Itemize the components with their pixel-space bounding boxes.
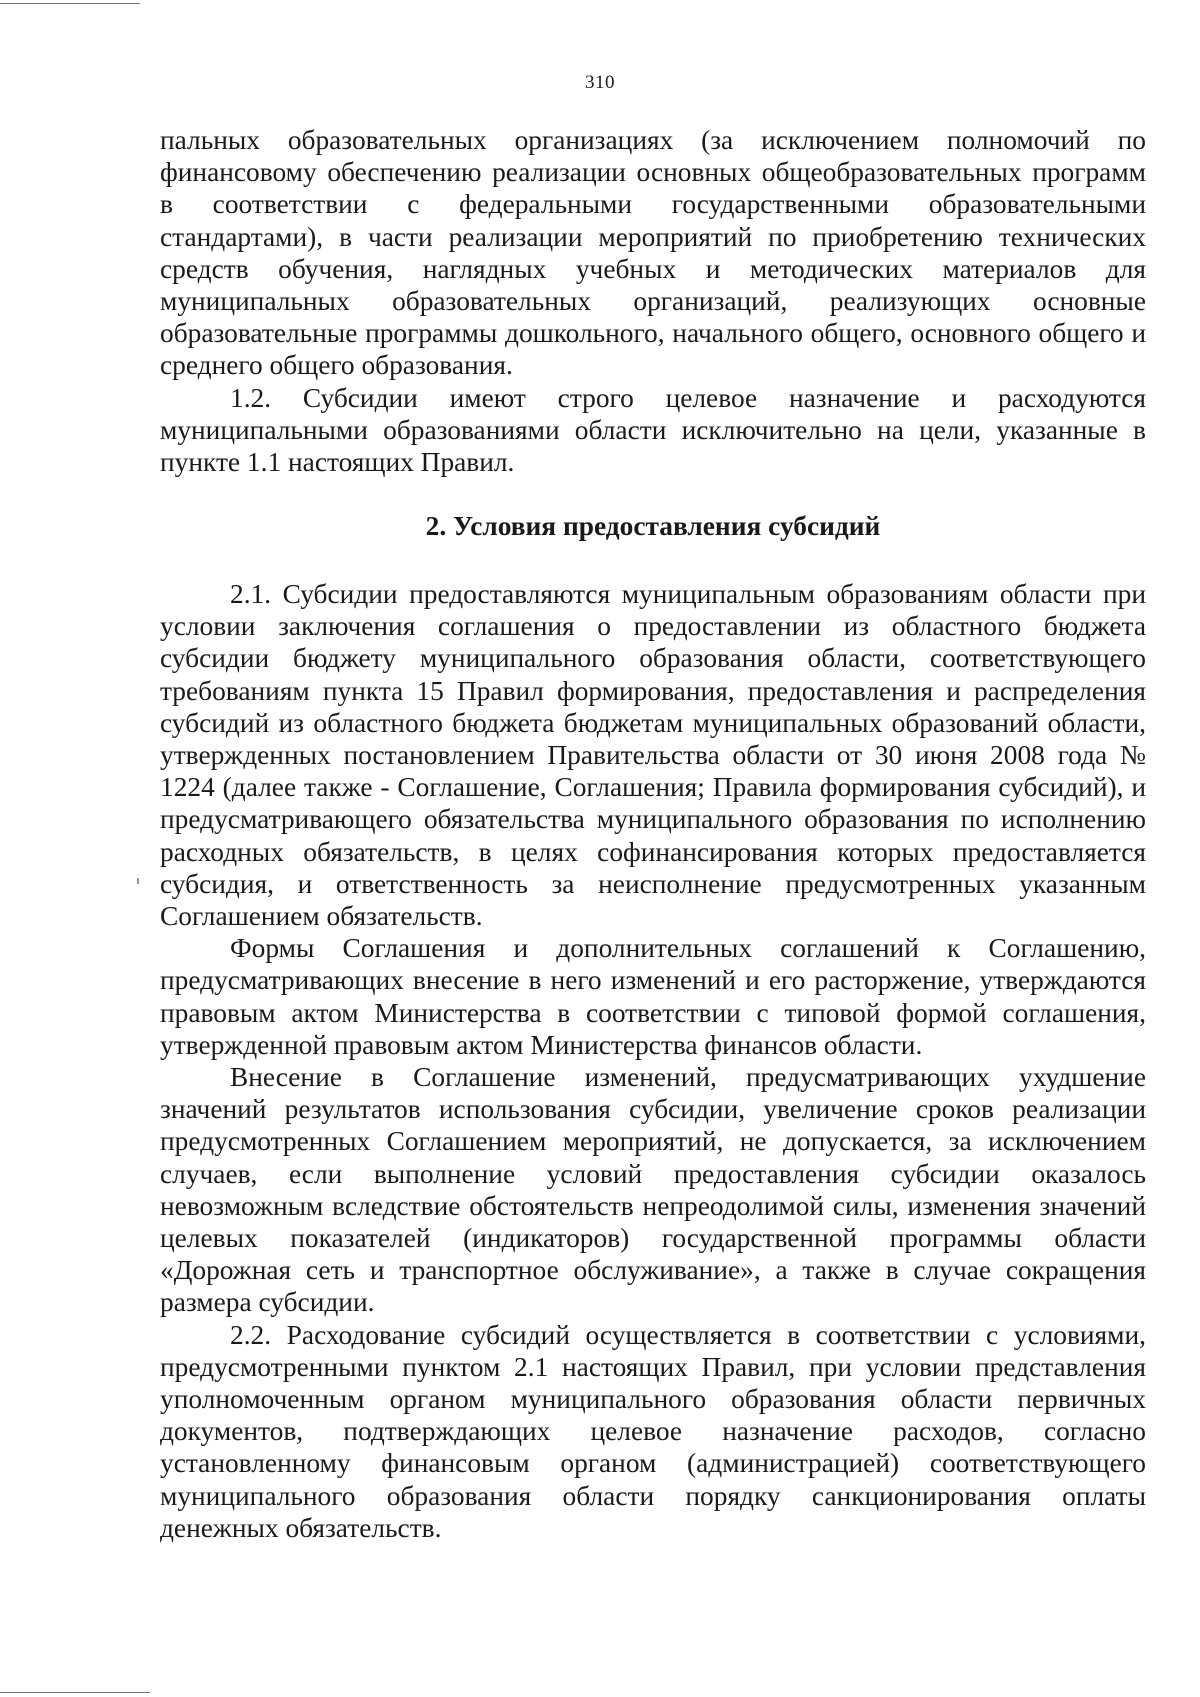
text-block-section-2	[160, 578, 1146, 1544]
paragraph-1-2: 1.2. Субсидии имеют строго целевое назначение и расходуются муниципальными образованиями области исключительно на цели, указанные в пункте 1.1 настоящих Правил.	[160, 382, 1146, 478]
page-number: 310	[585, 72, 615, 93]
paragraph-2-2: 2.2. Расходование субсидий осуществляется в соответствии с условиями, предусмотренными пунктом 2.1 настоящих Правил, при условии представления уполномоченным органом муниципального образования области первичных документов, подтверждающих целевое назначение расходов, согласно установленному финансовым органом (администрацией) соответствующего муниципального образования области порядку санкционирования оплаты денежных обязательств.	[160, 1319, 1146, 1543]
text-block-intro	[160, 124, 1146, 478]
paragraph-2-1: 2.1. Субсидии предоставляются муниципальным образованиям области при условии заключения соглашения о предоставлении из областного бюджета субсидии бюджету муниципального образования области, соответствующего требованиям пункта 15 Правил формирования, предоставления и распределения субсидий из областного бюджета бюджетам муниципальных образований области, утвержденных постановлением Правительства области от 30 июня 2008 года № 1224 (далее также - Соглашение, Соглашения; Правила формирования субсидий), и предусматривающего обязательства муниципального образования по исполнению расходных обязательств, в целях софинансирования которых предоставляется субсидия, и ответственность за неисполнение предусмотренных указанным Соглашением обязательств.	[160, 579, 1146, 932]
scan-artifact-bottom	[0, 1692, 150, 1693]
scan-artifact-margin	[137, 878, 139, 884]
paragraph-continuation: пальных образовательных организациях (за исключением полномочий по финансовому обеспечению реализации основных общеобразовательных программ в соответствии с федеральными государственными образовательными стандартами), в части реализации мероприятий по приобретению технических средств обучения, наглядных учебных и методических материалов для муниципальных образовательных организаций, реализующих основные образовательные программы дошкольного, начального общего, основного общего и среднего общего образования.	[160, 125, 1146, 381]
section-heading: 2. Условия предоставления субсидий	[425, 511, 881, 541]
paragraph-agreement-forms: Формы Соглашения и дополнительных соглашений к Соглашению, предусматривающих внесение в него изменений и его расторжение, утверждаются правовым актом Министерства в соответствии с типовой формой соглашения, утвержденной правовым актом Министерства финансов области.	[160, 933, 1146, 1060]
scan-artifact-top	[0, 3, 140, 4]
paragraph-agreement-changes: Внесение в Соглашение изменений, предусматривающих ухудшение значений результатов использования субсидии, увеличение сроков реализации предусмотренных Соглашением мероприятий, не допускается, за исключением случаев, если выполнение условий предоставления субсидии оказалось невозможным вследствие обстоятельств непреодолимой силы, изменения значений целевых показателей (индикаторов) государственной программы области «Дорожная сеть и транспортное обслуживание», а также в случае сокращения размера субсидии.	[160, 1062, 1146, 1318]
